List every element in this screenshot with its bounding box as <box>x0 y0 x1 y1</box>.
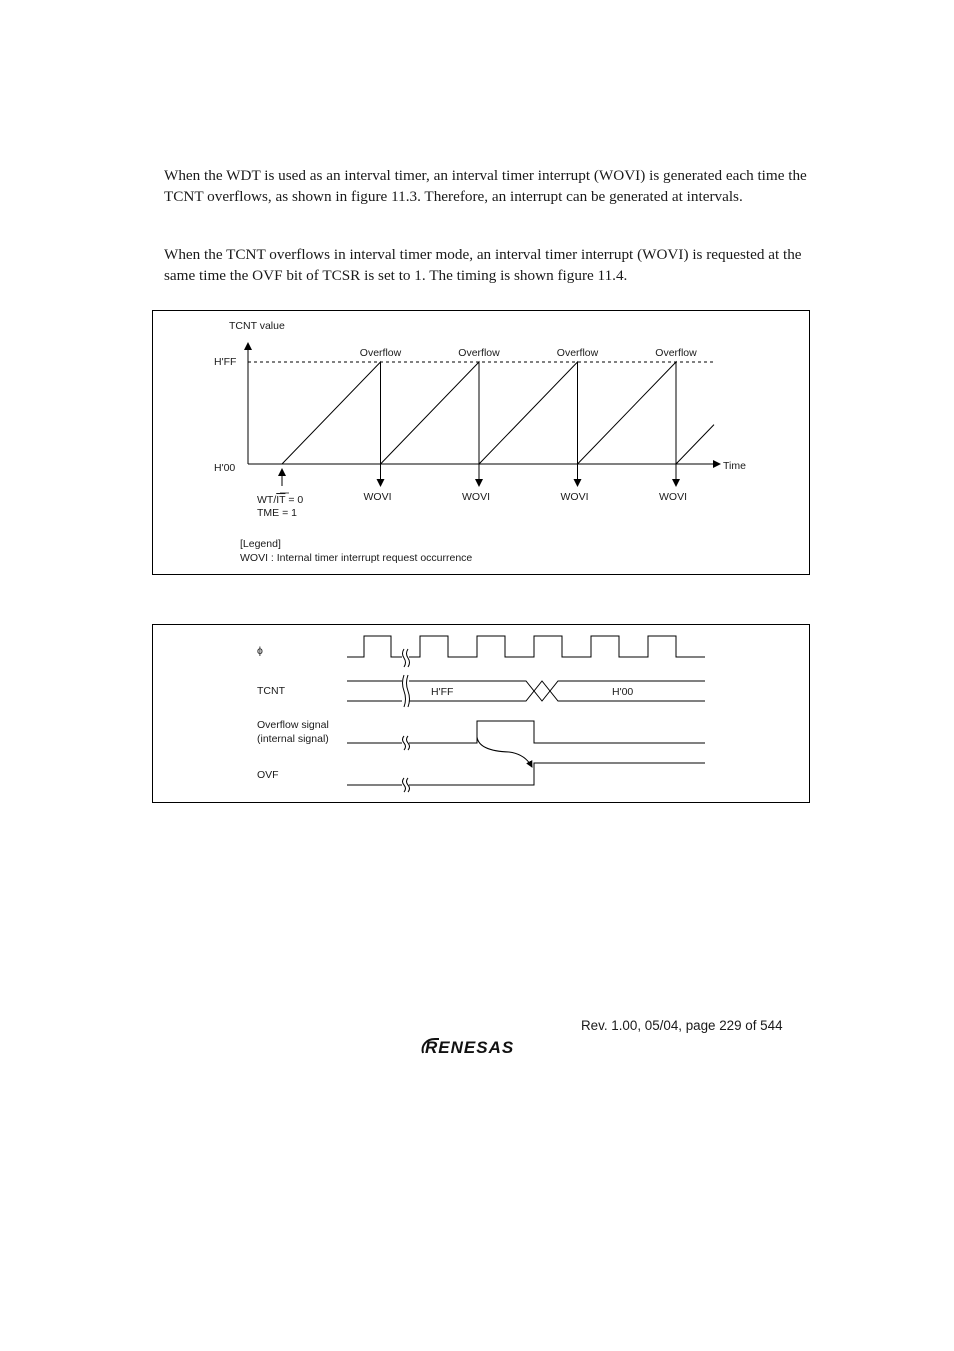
phi-clock-waveform <box>347 636 405 657</box>
wovi-markers <box>364 464 688 503</box>
wovi-label: WOVI <box>560 491 589 503</box>
wovi-label: WOVI <box>659 491 687 503</box>
overflow-signal-label-line2: (internal signal) <box>257 733 329 745</box>
overflow-signal-label-line1: Overflow signal <box>257 719 329 731</box>
paragraph-interval-timer: When the WDT is used as an interval timer, an interval timer interrupt (WOVI) is generated each time the TCNT overflows, as shown in figure 11.3. Therefore, an interrupt can be generated at intervals. <box>164 167 807 205</box>
start-condition-line2: TME = 1 <box>257 507 297 519</box>
ovf-label: OVF <box>257 769 279 781</box>
overflow-label: Overflow <box>556 347 599 359</box>
overflow-labels <box>360 347 697 359</box>
figure-interval-timer-operation <box>152 310 810 575</box>
ovf-timing-diagram <box>153 625 809 802</box>
tcnt-bus-bottom <box>347 681 705 701</box>
overflow-to-ovf-arrow <box>477 737 532 767</box>
page-info: Rev. 1.00, 05/04, page 229 of 544 <box>581 1018 783 1033</box>
tcnt-label: TCNT <box>257 685 285 697</box>
tcnt-ramp-line <box>248 362 714 464</box>
tcnt-bus-top <box>347 681 705 701</box>
tcnt-sawtooth <box>248 362 714 464</box>
renesas-logo <box>420 1034 544 1058</box>
start-condition-line1: WT/IT = 0 <box>257 494 304 506</box>
tcnt-value-h00: H'00 <box>612 686 634 698</box>
tcnt-value-hff: H'FF <box>431 686 454 698</box>
x-axis-label: Time <box>723 460 746 472</box>
overflow-label: Overflow <box>359 347 402 359</box>
overflow-label: Overflow <box>458 347 500 359</box>
figure-ovf-timing <box>152 624 810 803</box>
legend-text: WOVI : Internal timer interrupt request occurrence <box>240 552 473 564</box>
wovi-label: WOVI <box>462 491 490 503</box>
time-break-marks <box>402 649 410 792</box>
overflow-label: Overflow <box>655 347 697 359</box>
ovf-waveform <box>347 763 705 785</box>
h00-label: H'00 <box>214 462 236 474</box>
hff-label: H'FF <box>214 356 237 368</box>
logo-text: RENESAS <box>425 1038 515 1057</box>
wovi-label: WOVI <box>363 491 392 503</box>
legend-title: [Legend] <box>240 538 281 550</box>
interval-timer-diagram <box>153 311 809 574</box>
overflow-signal-waveform <box>347 721 705 743</box>
paragraph-overflow-timing: When the TCNT overflows in interval timer mode, an interval timer interrupt (WOVI) is requested at the same time the OVF bit of TCSR is set to 1. The timing is shown figure 11.4. <box>164 246 802 284</box>
y-axis-label: TCNT value <box>229 320 285 332</box>
phi-clock-waveform-continued <box>407 636 705 657</box>
phi-label: ϕ <box>257 645 263 657</box>
